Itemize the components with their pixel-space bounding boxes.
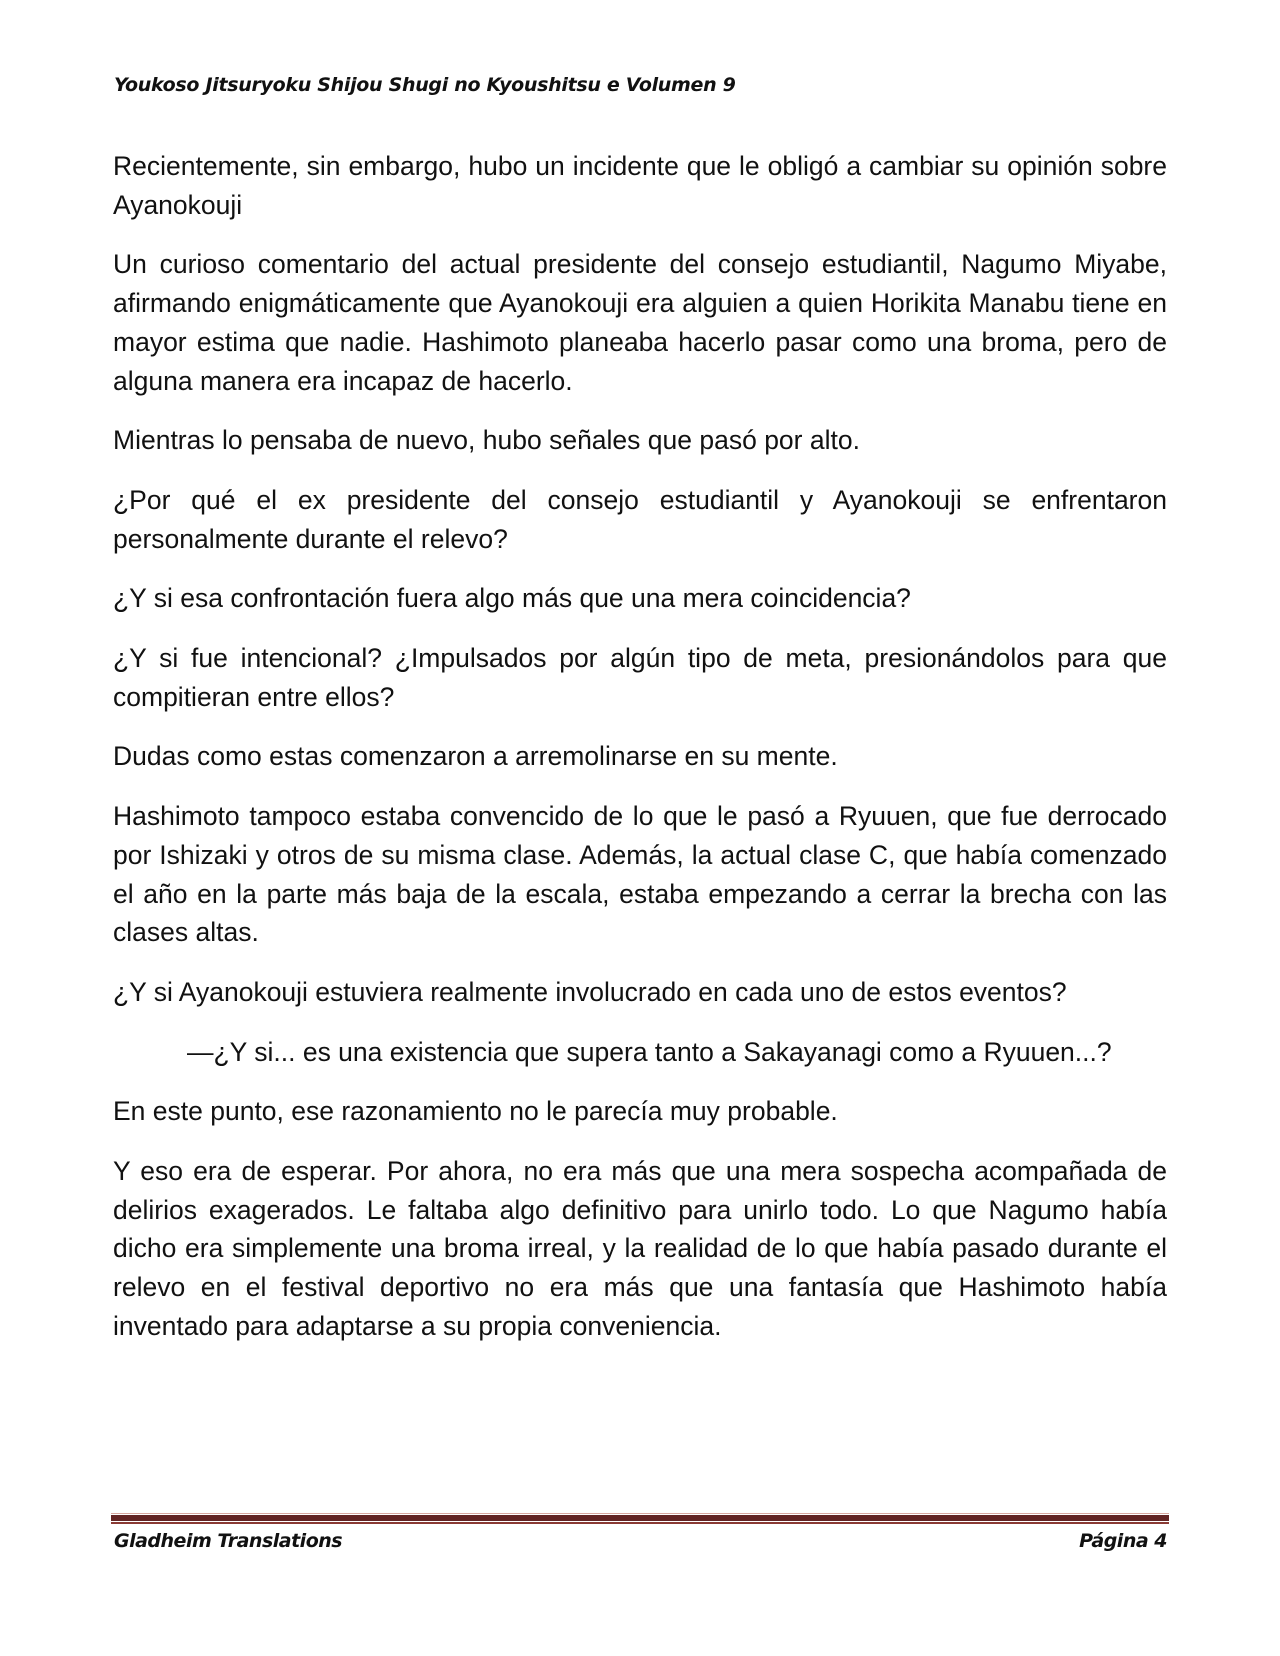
footer-divider — [111, 1513, 1169, 1524]
paragraph: Y eso era de esperar. Por ahora, no era más que una mera sospecha acompañada de delirios exagerados. Le faltaba algo definitivo para unirlo todo. Lo que Nagumo había dicho era simplemente una broma irreal, y la realidad de lo que había pasado durante el relevo en el festival deportivo no era más que una fantasía que Hashimoto había inventado para adaptarse a su propia conveniencia. — [113, 1156, 1167, 1341]
footer-divider-thick — [111, 1515, 1169, 1521]
indented-quote-paragraph: —¿Y si... es una existencia que supera tanto a Sakayanagi como a Ryuuen...? — [187, 1036, 1112, 1067]
paragraph: ¿Y si Ayanokouji estuviera realmente involucrado en cada uno de estos eventos? — [113, 976, 1067, 1007]
document-body — [113, 147, 1167, 1367]
paragraph: ¿Por qué el ex presidente del consejo estudiantil y Ayanokouji se enfrentaron personalmente durante el relevo? — [113, 484, 1167, 554]
footer-page-number: Página 4 — [1079, 1530, 1167, 1552]
footer-divider-thin-top — [111, 1513, 1169, 1514]
paragraph: Recientemente, sin embargo, hubo un incidente que le obligó a cambiar su opinión sobre Ayanokouji — [113, 151, 1167, 220]
footer-credit: Gladheim Translations — [114, 1530, 343, 1552]
paragraph: Mientras lo pensaba de nuevo, hubo señales que pasó por alto. — [113, 425, 860, 456]
paragraph: Dudas como estas comenzaron a arremolinarse en su mente. — [113, 741, 838, 772]
page-header-title: Youkoso Jitsuryoku Shijou Shugi no Kyoushitsu e Volumen 9 — [114, 74, 736, 96]
paragraph: ¿Y si esa confrontación fuera algo más que una mera coincidencia? — [113, 583, 911, 614]
paragraph: En este punto, ese razonamiento no le parecía muy probable. — [113, 1096, 838, 1127]
paragraph: Un curioso comentario del actual presidente del consejo estudiantil, Nagumo Miyabe, afirmando enigmáticamente que Ayanokouji era alguien a quien Horikita Manabu tiene en mayor estima que nadie. Hashimoto planeaba hacerlo pasar como una broma, pero de alguna manera era incapaz de hacerlo. — [113, 249, 1167, 396]
paragraph: Hashimoto tampoco estaba convencido de lo que le pasó a Ryuuen, que fue derrocado por Ishizaki y otros de su misma clase. Además, la actual clase C, que había comenzado el año en la parte más baja de la escala, estaba empezando a cerrar la brecha con las clases altas. — [113, 801, 1167, 948]
paragraph: ¿Y si fue intencional? ¿Impulsados por algún tipo de meta, presionándolos para que compitieran entre ellos? — [113, 643, 1167, 712]
footer-divider-thin-bottom — [111, 1522, 1169, 1524]
